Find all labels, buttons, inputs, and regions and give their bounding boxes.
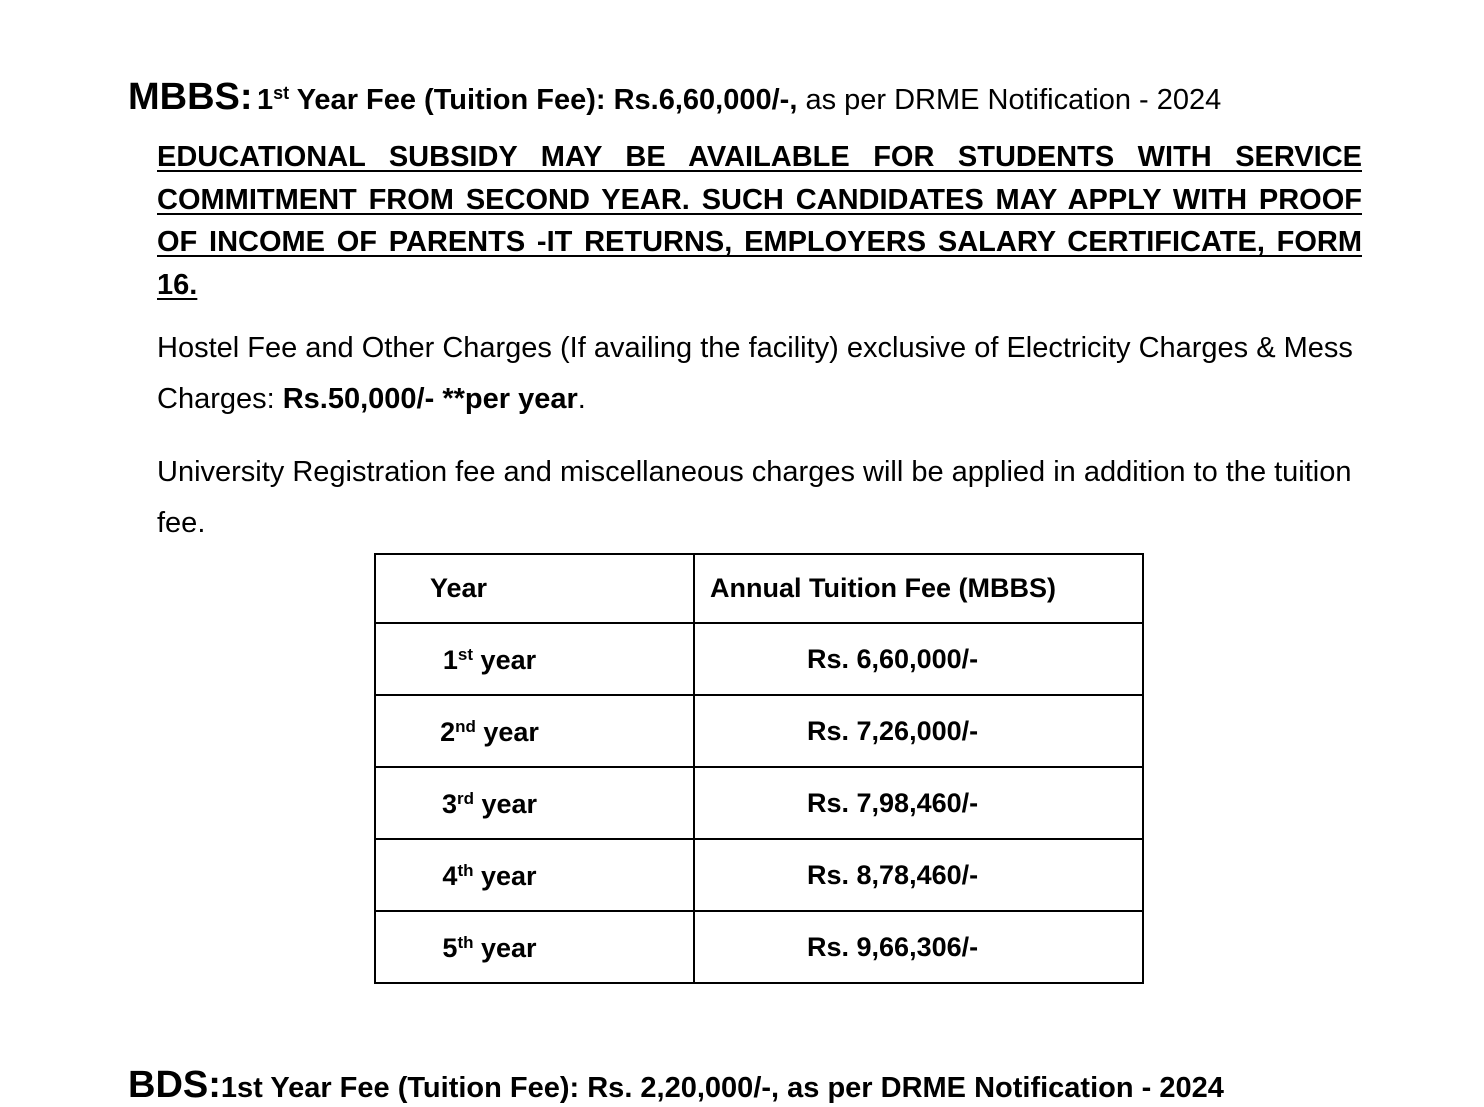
fee-cell: Rs. 9,66,306/-: [694, 911, 1143, 983]
year-cell: [375, 623, 694, 695]
year-number: 3: [441, 789, 457, 819]
mbbs-fee-heading: [128, 76, 1221, 119]
year-cell: [375, 911, 694, 983]
subsidy-notice: EDUCATIONAL SUBSIDY MAY BE AVAILABLE FOR STUDENTS WITH SERVICE COMMITMENT FROM SECOND YEAR. SUCH CANDIDATES MAY APPLY WITH PROOF OF INCOME OF PARENTS -IT RETURNS, EMPLOYERS SALARY CERTIFICATE, FORM 16.: [157, 141, 1362, 301]
mbbs-fee-label: Year Fee (Tuition Fee): Rs.6,60,000/-,: [289, 84, 798, 116]
year-number: 1: [442, 645, 458, 675]
fee-cell: Rs. 7,98,460/-: [694, 767, 1143, 839]
year-number: 5: [442, 933, 458, 963]
fee-table-header: [375, 554, 1143, 623]
table-row: [375, 767, 1143, 839]
mbbs-fee-year-number: 1: [257, 84, 274, 116]
year-word: year: [473, 645, 537, 675]
mbbs-fee-year-suffix: st: [273, 83, 290, 103]
fee-table: [374, 553, 1144, 984]
year-number: 4: [442, 861, 458, 891]
year-word: year: [473, 933, 537, 963]
university-note: University Registration fee and miscellaneous charges will be applied in addition to the tuition fee.: [157, 456, 1352, 539]
hostel-fee-amount: Rs.50,000/- **per year: [282, 383, 578, 415]
table-row: [375, 623, 1143, 695]
bds-fee-heading: [128, 1064, 1224, 1107]
year-suffix: st: [457, 645, 474, 664]
year-suffix: nd: [455, 717, 476, 736]
header-annual-fee: Annual Tuition Fee (MBBS): [694, 554, 1143, 623]
year-suffix: rd: [456, 789, 474, 808]
fee-cell: Rs. 6,60,000/-: [694, 623, 1143, 695]
year-word: year: [475, 717, 539, 747]
mbbs-notification: as per DRME Notification - 2024: [797, 84, 1222, 116]
year-suffix: th: [457, 933, 474, 952]
table-row: [375, 695, 1143, 767]
year-word: year: [473, 789, 538, 819]
hostel-fee-paragraph: [157, 323, 1357, 425]
year-suffix: th: [457, 861, 474, 880]
year-cell: [375, 767, 694, 839]
mbbs-program-label: MBBS:: [128, 76, 253, 118]
year-cell: [375, 695, 694, 767]
bds-program-label: BDS:: [128, 1064, 221, 1106]
hostel-fee-end: .: [577, 383, 586, 415]
bds-fee-text: 1st Year Fee (Tuition Fee): Rs. 2,20,000/-, as per DRME Notification - 2024: [220, 1072, 1224, 1104]
hostel-fee-text: Hostel Fee and Other Charges (If availing the facility) exclusive of Electricity Charges & Mess Charges:: [157, 332, 1353, 415]
fee-cell: Rs. 8,78,460/-: [694, 839, 1143, 911]
year-number: 2: [440, 717, 456, 747]
year-cell: [375, 839, 694, 911]
table-row: [375, 911, 1143, 983]
fee-cell: Rs. 7,26,000/-: [694, 695, 1143, 767]
table-row: [375, 839, 1143, 911]
year-word: year: [473, 861, 537, 891]
header-year: Year: [375, 554, 694, 623]
